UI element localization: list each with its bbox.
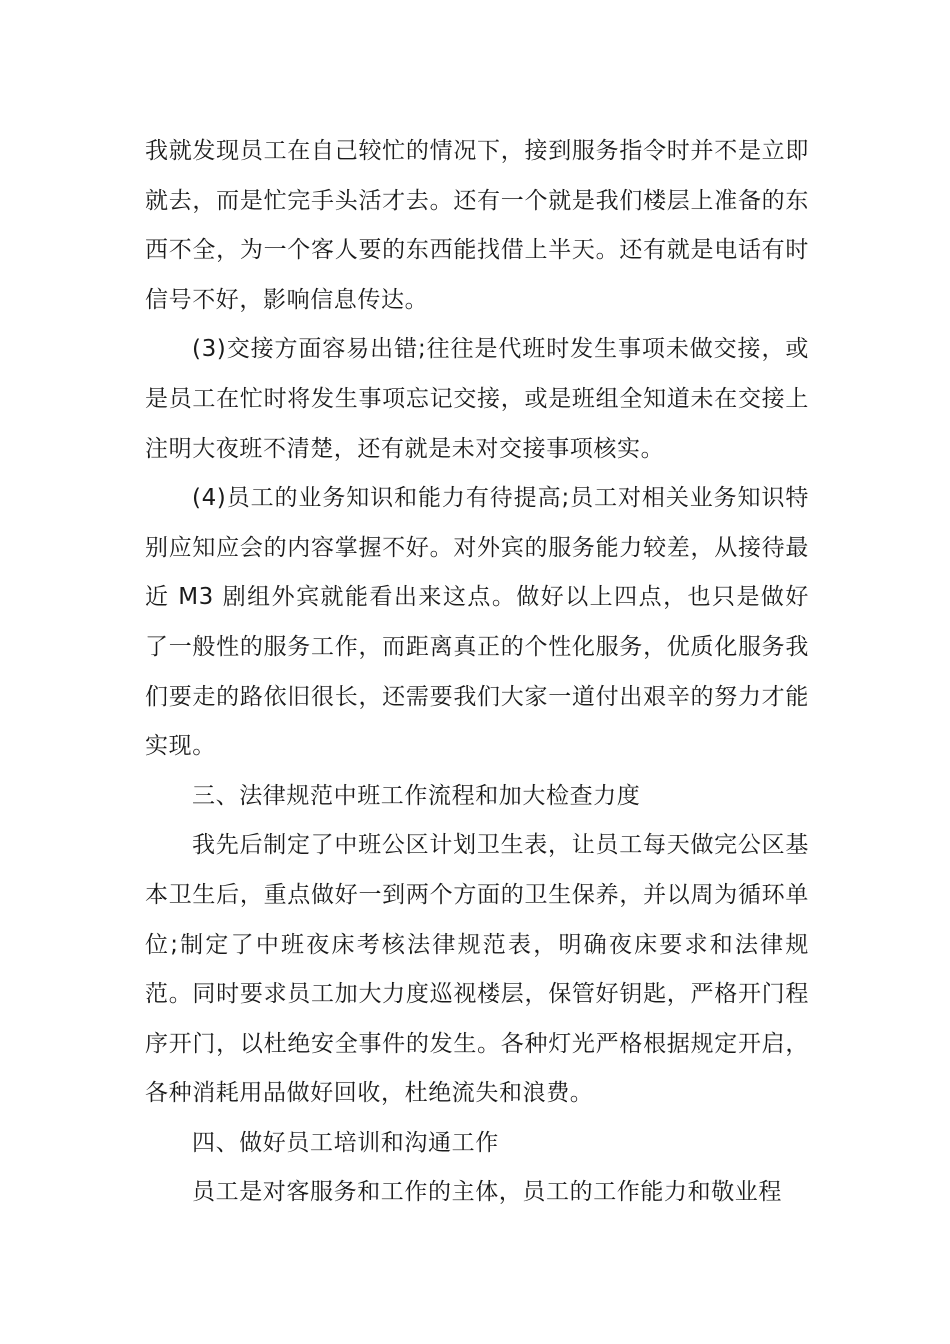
paragraph-point-4: (4)员工的业务知识和能力有待提高;员工对相关业务知识特别应知应会的内容掌握不好。对外宾的服务能力较差，从接待最近 M3 剧组外宾就能看出来这点。做好以上四点，也只是做好了一般性的服务工作，而距离真正的个性化服务，优质化服务我们要走的路依旧很长，还需要我们大家一道付出艰辛的努力才能实现。 [145, 485, 809, 760]
paragraph-continuation: 我就发现员工在自己较忙的情况下，接到服务指令时并不是立即就去，而是忙完手头活才去。还有一个就是我们楼层上准备的东西不全，为一个客人要的东西能找借上半天。还有就是电话有时信号不好，影响信息传达。 [145, 138, 809, 313]
document-body [145, 127, 809, 1218]
paragraph-section-4-body: 员工是对客服务和工作的主体，员工的工作能力和敬业程 [192, 1179, 782, 1206]
paragraph-point-3: (3)交接方面容易出错;往往是代班时发生事项未做交接，或是员工在忙时将发生事项忘记交接，或是班组全知道未在交接上注明大夜班不清楚，还有就是未对交接事项核实。 [145, 336, 809, 462]
paragraph-section-3-body: 我先后制定了中班公区计划卫生表，让员工每天做完公区基本卫生后，重点做好一到两个方面的卫生保养，并以周为循环单位;制定了中班夜床考核法律规范表，明确夜床要求和法律规范。同时要求员工加大力度巡视楼层，保管好钥匙，严格开门程序开门，以杜绝安全事件的发生。各种灯光严格根据规定开启，各种消耗用品做好回收，杜绝流失和浪费。 [145, 832, 809, 1107]
section-3-heading: 三、法律规范中班工作流程和加大检查力度 [192, 782, 641, 809]
section-4-heading: 四、做好员工培训和沟通工作 [192, 1129, 499, 1156]
